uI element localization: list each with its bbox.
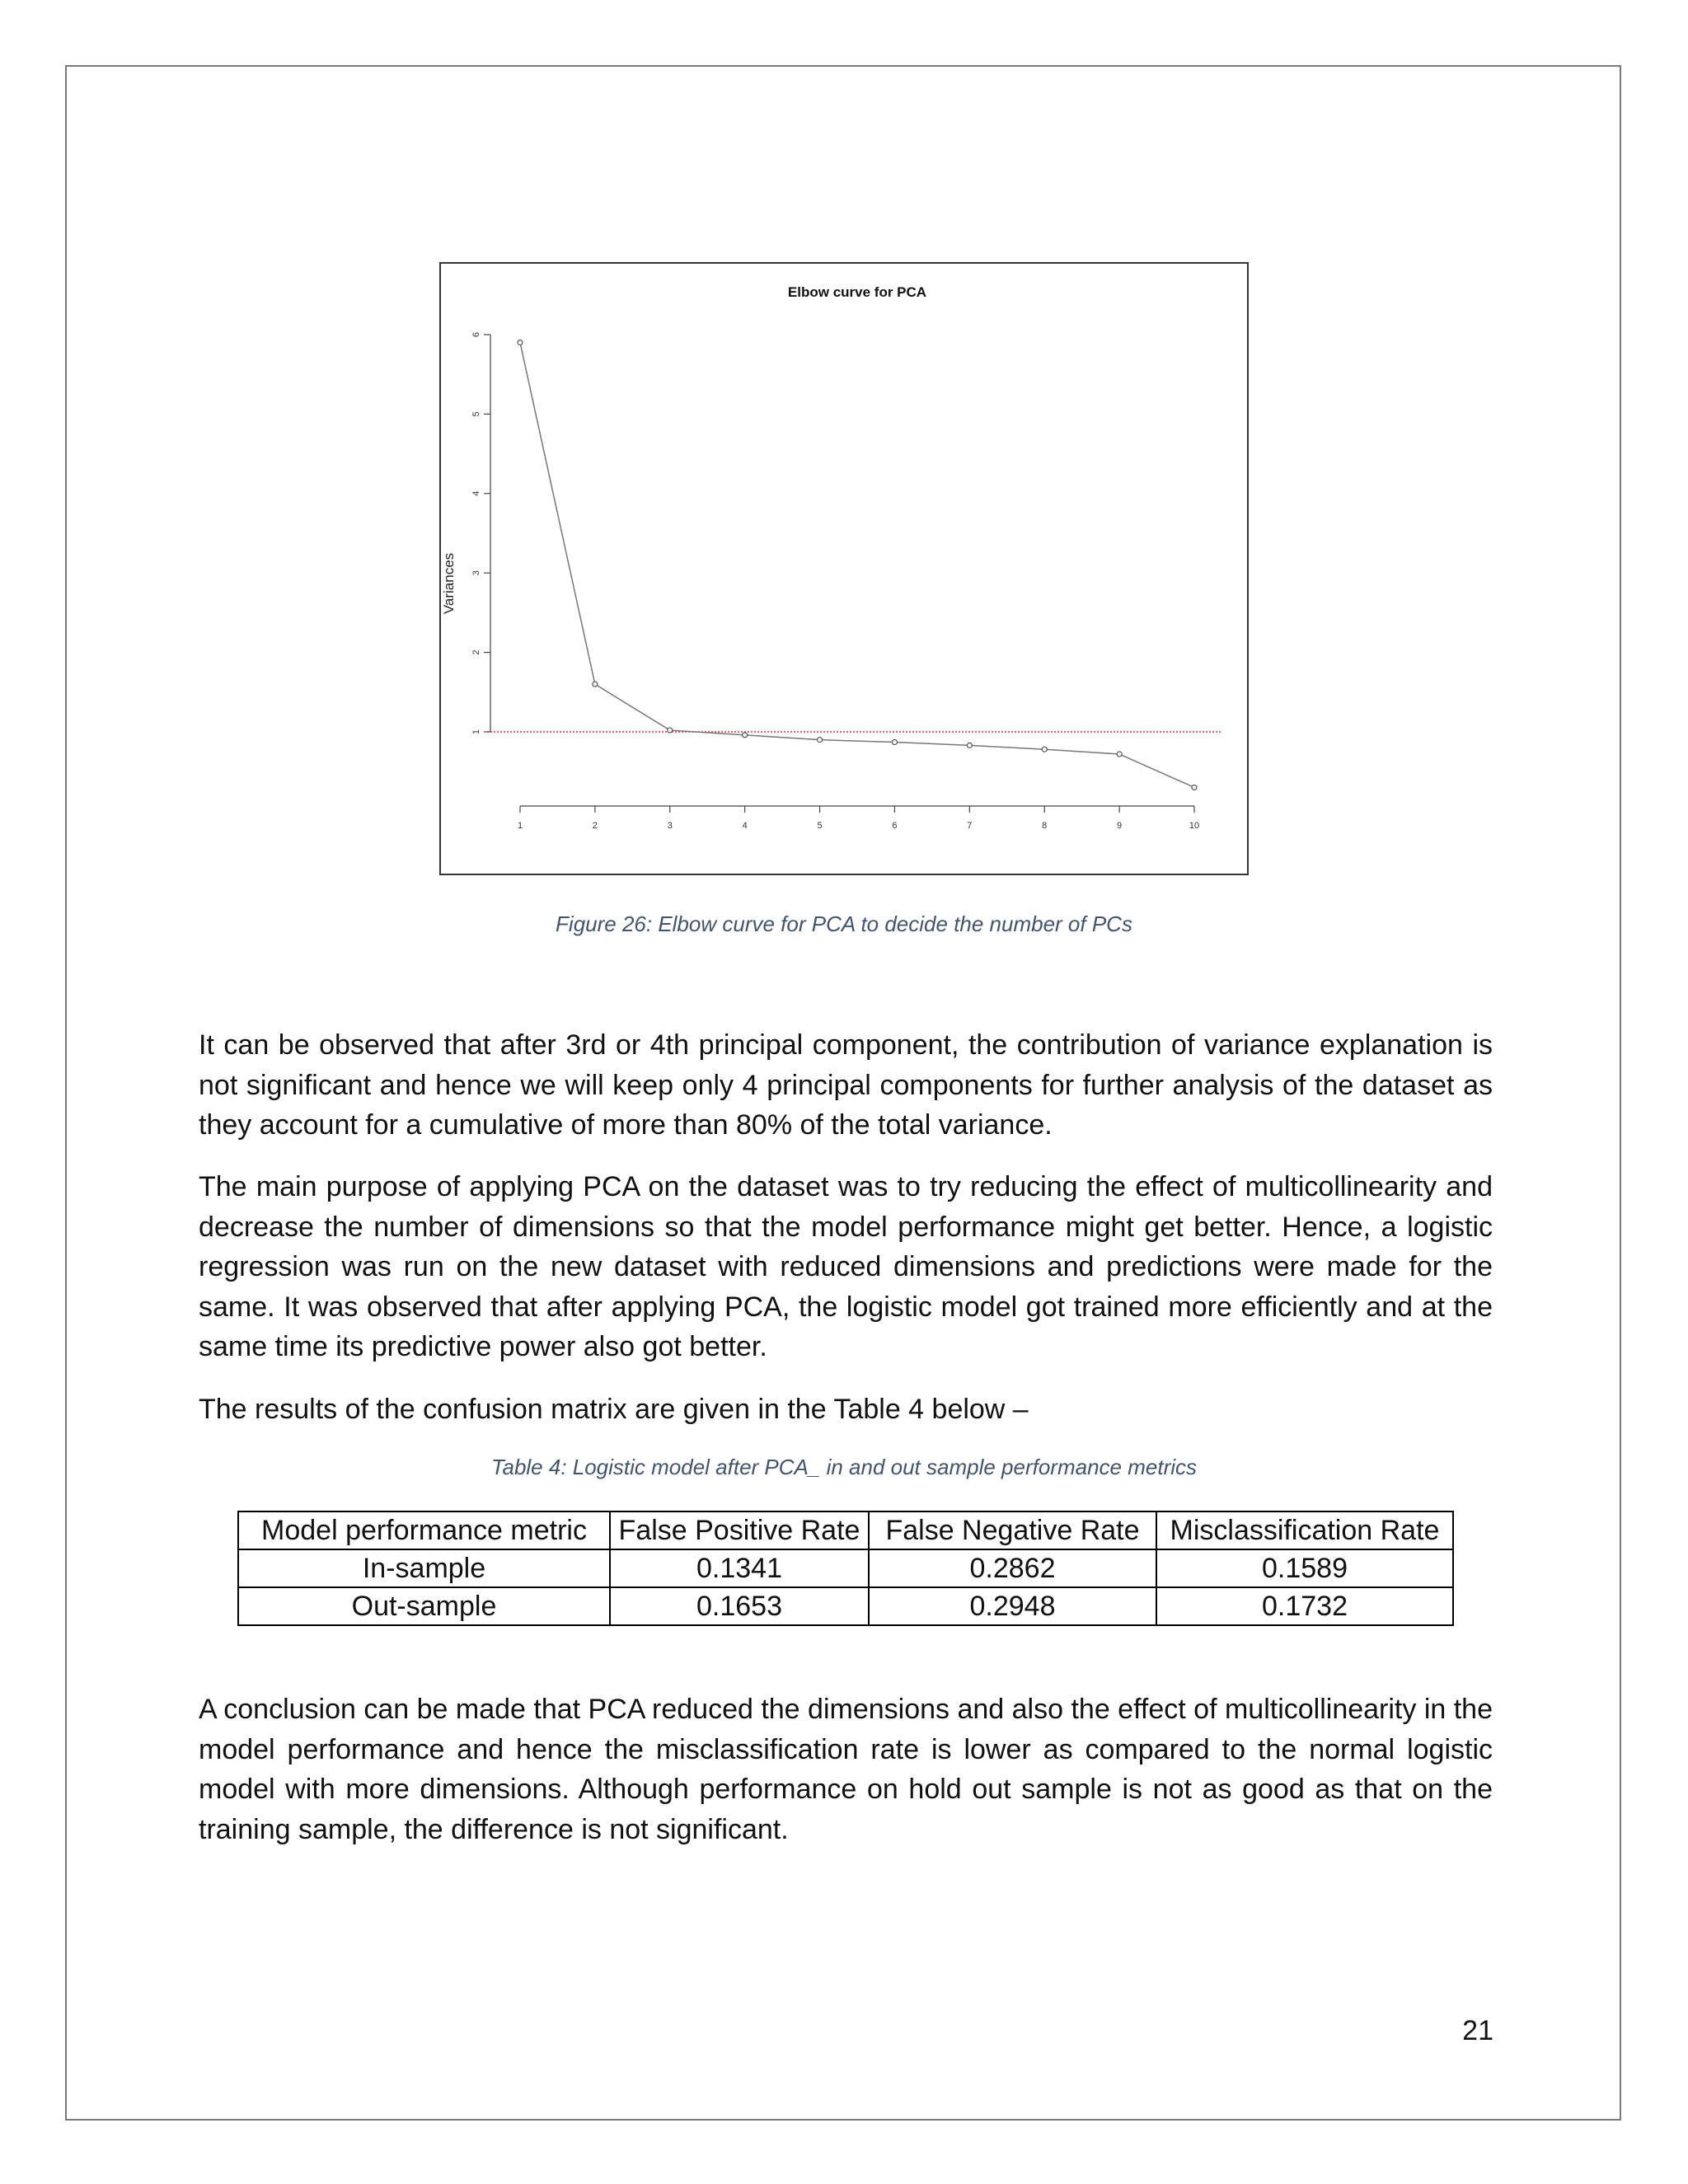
y-tick-label: 1 — [471, 729, 481, 735]
x-tick-label: 1 — [517, 821, 523, 831]
data-point — [1042, 747, 1047, 752]
chart-title: Elbow curve for PCA — [787, 284, 927, 300]
table-cell: 0.1341 — [610, 1549, 869, 1587]
header-cell: False Positive Rate — [610, 1511, 869, 1549]
y-tick-label: 2 — [471, 649, 481, 655]
table-cell: 0.1653 — [610, 1587, 869, 1625]
performance-table — [237, 1511, 1454, 1626]
data-point — [518, 340, 523, 345]
x-tick-label: 5 — [817, 821, 823, 831]
table-cell: In-sample — [238, 1549, 610, 1587]
x-tick-label: 9 — [1117, 821, 1123, 831]
x-tick-label: 8 — [1042, 821, 1048, 831]
header-cell: Model performance metric — [238, 1511, 610, 1549]
y-tick-label: 3 — [471, 570, 481, 576]
table-header-row — [238, 1511, 1453, 1549]
table-caption: Table 4: Logistic model after PCA_ in and out sample performance metrics — [490, 1455, 1198, 1479]
data-point — [967, 743, 972, 748]
table-cell: 0.1589 — [1156, 1549, 1453, 1587]
x-tick-label: 6 — [892, 821, 898, 831]
y-tick-label: 6 — [471, 331, 481, 338]
data-point — [1117, 752, 1122, 757]
x-tick-label: 4 — [742, 821, 748, 831]
figure-caption: Figure 26: Elbow curve for PCA to decide the number of PCs — [556, 912, 1132, 936]
header-cell: False Negative Rate — [869, 1511, 1156, 1549]
x-tick-label: 2 — [592, 821, 598, 831]
y-tick-label: 5 — [471, 411, 481, 417]
y-axis-label: Variances — [441, 552, 457, 615]
elbow-chart — [441, 264, 1247, 874]
data-point — [743, 733, 748, 738]
page-number: 21 — [1462, 2015, 1493, 2046]
data-point — [1192, 785, 1197, 790]
y-tick-label: 4 — [471, 490, 481, 496]
table-cell: 0.2862 — [869, 1549, 1156, 1587]
header-cell: Misclassification Rate — [1156, 1511, 1453, 1549]
table-cell: Out-sample — [238, 1587, 610, 1625]
table-row — [238, 1587, 1453, 1625]
table-row — [238, 1549, 1453, 1587]
figure-elbow-curve — [439, 262, 1249, 875]
data-point — [593, 682, 598, 687]
table-cell: 0.2948 — [869, 1587, 1156, 1625]
table-cell: 0.1732 — [1156, 1587, 1453, 1625]
x-tick-label: 10 — [1189, 821, 1200, 831]
data-point — [818, 738, 823, 743]
data-point — [668, 728, 673, 733]
paragraph-results-intro: The results of the confusion matrix are given in the Table 4 below – — [199, 1394, 1029, 1425]
x-tick-label: 3 — [667, 821, 673, 831]
paragraph-purpose: The main purpose of applying PCA on the dataset was to try reducing the effect of multicollinearity and decrease the number of dimensions so that the model performance might get better. Hence, a logistic regression was run on the new dataset with reduced dimensions and predictions were made for the same. It was observed that after applying PCA, the logistic model got trained more efficiently and at the same time its predictive power also got better. — [199, 1171, 1493, 1362]
paragraph-conclusion: A conclusion can be made that PCA reduced the dimensions and also the effect of multicollinearity in the model performance and hence the misclassification rate is lower as compared to the normal logistic model with more dimensions. Although performance on hold out sample is not as good as that on the training sample, the difference is not significant. — [199, 1694, 1493, 1845]
data-point — [892, 740, 897, 745]
x-tick-label: 7 — [967, 821, 973, 831]
paragraph-observation: It can be observed that after 3rd or 4th principal component, the contribution of variance explanation is not significant and hence we will keep only 4 principal components for further analysis of the dataset as they account for a cumulative of more than 80% of the total variance. — [199, 1029, 1493, 1141]
series-line — [520, 343, 1194, 788]
